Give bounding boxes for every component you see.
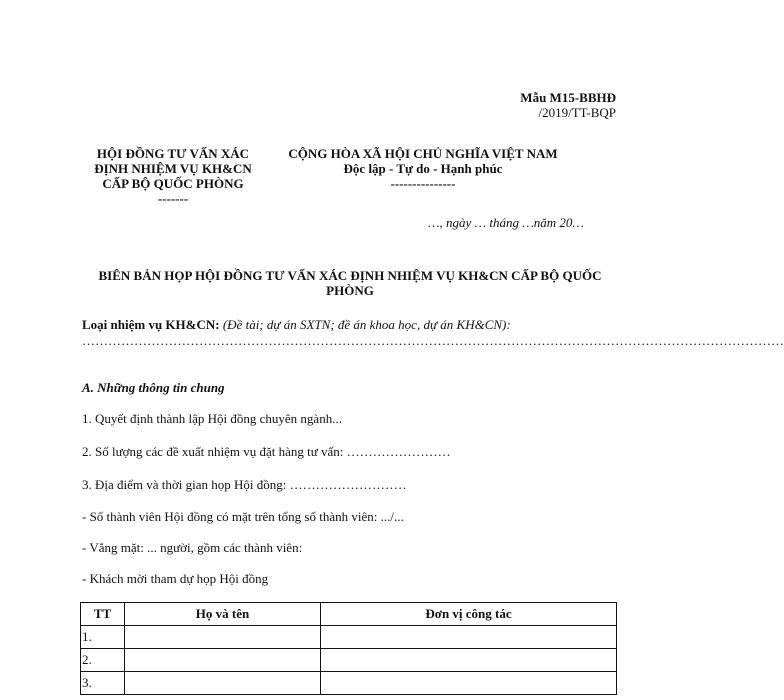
row-number: 2. [81,649,125,672]
table-row [81,649,617,672]
task-type-label: Loại nhiệm vụ KH&CN: [82,317,220,332]
name-cell [125,672,321,695]
unit-cell [321,672,617,695]
task-type-hint: (Đề tài; dự án SXTN; đề án khoa học, dự án KH&CN): [222,317,511,332]
national-motto: Độc lập - Tự do - Hạnh phúc [343,161,503,176]
column-header-tt: TT [81,603,125,626]
form-code-circular: /2019/TT-BQP [538,105,616,120]
info-item-venue-time: 3. Địa điểm và thời gian họp Hội đồng: ……………………… [82,477,407,492]
table-row [81,672,617,695]
row-number: 3. [81,672,125,695]
info-item-proposal-count: 2. Số lượng các đề xuất nhiệm vụ đặt hàng tư vấn: …………………… [82,444,451,459]
section-a-heading: A. Những thông tin chung [82,380,225,395]
unit-cell [321,626,617,649]
issuing-authority-divider: ------- [157,191,189,206]
issuing-authority-line: HỘI ĐỒNG TƯ VẤN XÁC [96,146,250,161]
info-item-decision: 1. Quyết định thành lập Hội đồng chuyên ngành... [82,411,342,426]
row-number: 1. [81,626,125,649]
unit-cell [321,649,617,672]
national-header-divider: --------------- [390,176,456,191]
document-title: BIÊN BẢN HỌP HỘI ĐỒNG TƯ VẤN XÁC ĐỊNH NHIỆM VỤ KH&CN CẤP BỘ QUỐC PHÒNG [98,268,602,298]
table-row [81,626,617,649]
info-item-absent: - Vắng mặt: ... người, gồm các thành viên: [82,540,303,555]
national-name: CỘNG HÒA XÃ HỘI CHỦ NGHĨA VIỆT NAM [288,146,558,161]
issuing-authority-line: ĐỊNH NHIỆM VỤ KH&CN [94,161,252,176]
issuing-authority-line: CẤP BỘ QUỐC PHÒNG [102,176,244,191]
task-type-line [82,317,618,332]
national-header [268,146,578,191]
column-header-unit: Đơn vị công tác [321,603,617,626]
date-line: …, ngày … tháng …năm 20… [427,215,584,230]
name-cell [125,626,321,649]
column-header-name: Họ và tên [125,603,321,626]
form-code [520,90,616,120]
issuing-authority [78,146,268,206]
info-item-members-present: - Số thành viên Hội đồng có mặt trên tổng số thành viên: .../... [82,509,404,524]
table-header-row [81,603,617,626]
form-code-number: Mẫu M15-BBHĐ [520,90,616,105]
guest-table [80,602,617,695]
fill-in-dots: ……………………………………………………………………………………………………………………………………………… [82,333,784,348]
name-cell [125,649,321,672]
info-item-guests: - Khách mời tham dự họp Hội đồng [82,571,269,586]
